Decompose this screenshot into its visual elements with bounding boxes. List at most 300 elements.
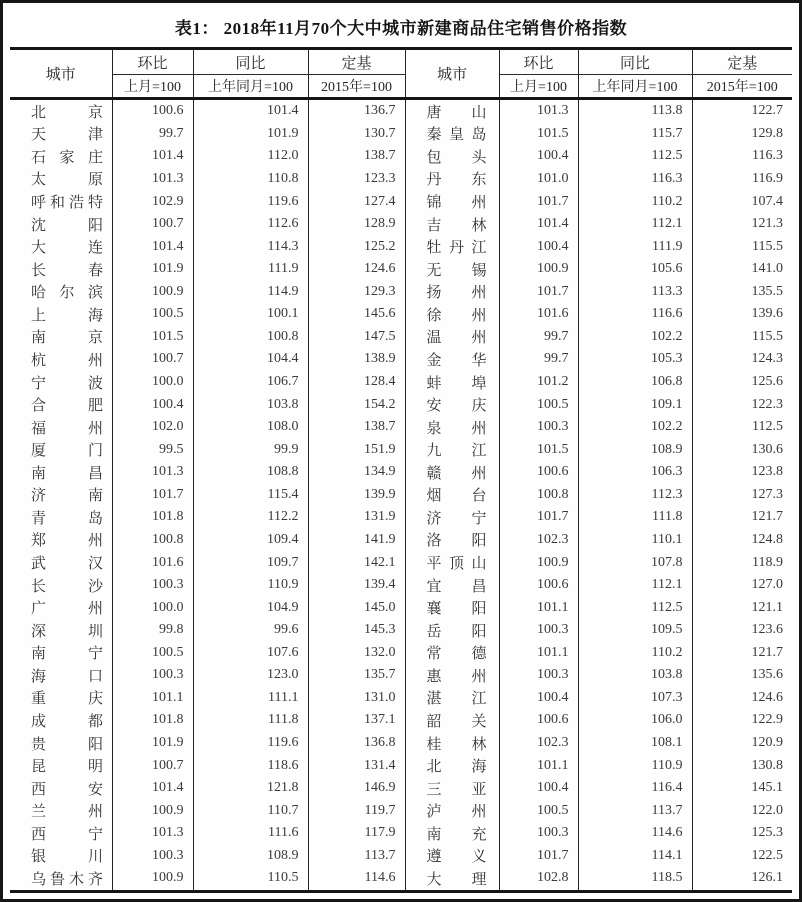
city-cell-left [10,619,112,642]
mom-cell-left: 101.1 [112,687,193,710]
city-cell-right [405,416,499,439]
city-name: 兰州 [31,804,103,821]
header-fixed-left: 定基 [308,49,405,75]
city-name: 太原 [31,172,103,189]
city-cell-right [405,235,499,258]
mom-cell-right: 100.4 [499,235,578,258]
yoy-cell-right: 113.8 [578,99,692,123]
table-row [10,822,792,845]
table-row [10,303,792,326]
yoy-cell-left: 111.1 [193,687,308,710]
table-row [10,393,792,416]
city-cell-left [10,709,112,732]
mom-cell-right: 100.6 [499,461,578,484]
table-row [10,619,792,642]
table-row [10,777,792,800]
yoy-cell-left: 112.6 [193,213,308,236]
city-cell-right [405,596,499,619]
fixed-cell-right: 130.6 [692,438,792,461]
city-name: 锦州 [426,195,487,212]
table-row [10,145,792,168]
mom-cell-right: 100.4 [499,687,578,710]
city-cell-right [405,213,499,236]
yoy-cell-right: 110.2 [578,190,692,213]
city-name: 石家庄 [31,149,103,166]
fixed-cell-right: 115.5 [692,326,792,349]
mom-cell-right: 100.3 [499,416,578,439]
city-name: 洛阳 [426,533,487,550]
fixed-cell-left: 136.7 [308,99,405,123]
city-cell-left [10,664,112,687]
city-cell-right [405,438,499,461]
yoy-cell-left: 108.9 [193,845,308,868]
mom-cell-left: 100.4 [112,393,193,416]
city-cell-left [10,687,112,710]
fixed-cell-left: 131.4 [308,754,405,777]
city-cell-right [405,145,499,168]
fixed-cell-left: 128.9 [308,213,405,236]
yoy-cell-right: 111.8 [578,506,692,529]
header-mom-right: 环比 [499,49,578,75]
city-name: 济南 [31,488,103,505]
yoy-cell-right: 113.3 [578,281,692,304]
city-cell-left [10,461,112,484]
yoy-cell-left: 104.9 [193,596,308,619]
mom-cell-left: 100.0 [112,596,193,619]
city-name: 扬州 [426,285,487,302]
city-cell-right [405,461,499,484]
yoy-cell-left: 119.6 [193,190,308,213]
city-cell-right [405,348,499,371]
fixed-cell-left: 129.3 [308,281,405,304]
table-row [10,551,792,574]
city-name: 大连 [31,240,103,257]
fixed-cell-left: 136.8 [308,732,405,755]
city-cell-left [10,326,112,349]
fixed-cell-left: 132.0 [308,642,405,665]
city-name: 青岛 [31,510,103,527]
city-name: 宜昌 [426,578,487,595]
city-name: 襄阳 [426,601,487,618]
yoy-cell-right: 105.3 [578,348,692,371]
fixed-cell-right: 141.0 [692,258,792,281]
fixed-cell-left: 114.6 [308,867,405,891]
fixed-cell-left: 128.4 [308,371,405,394]
fixed-cell-left: 146.9 [308,777,405,800]
city-cell-right [405,303,499,326]
mom-cell-right: 100.5 [499,799,578,822]
header-mom-base-right: 上月=100 [499,75,578,99]
mom-cell-right: 100.3 [499,822,578,845]
yoy-cell-left: 100.1 [193,303,308,326]
yoy-cell-right: 109.1 [578,393,692,416]
fixed-cell-right: 124.8 [692,529,792,552]
yoy-cell-right: 116.4 [578,777,692,800]
fixed-cell-left: 138.7 [308,145,405,168]
city-name: 金华 [426,352,487,369]
city-name: 唐山 [426,104,487,121]
fixed-cell-right: 126.1 [692,867,792,891]
yoy-cell-right: 111.9 [578,235,692,258]
fixed-cell-right: 122.3 [692,393,792,416]
mom-cell-right: 101.1 [499,642,578,665]
mom-cell-right: 101.0 [499,168,578,191]
city-cell-right [405,190,499,213]
city-name: 贵阳 [31,736,103,753]
mom-cell-right: 100.3 [499,619,578,642]
table-row [10,235,792,258]
yoy-cell-right: 110.9 [578,754,692,777]
city-name: 海口 [31,668,103,685]
fixed-cell-right: 125.6 [692,371,792,394]
city-cell-right [405,281,499,304]
mom-cell-right: 100.6 [499,574,578,597]
city-name: 南昌 [31,465,103,482]
city-cell-left [10,145,112,168]
header-city-left: 城市 [10,49,112,99]
city-name: 乌鲁木齐 [31,871,103,888]
fixed-cell-left: 138.9 [308,348,405,371]
yoy-cell-left: 110.9 [193,574,308,597]
fixed-cell-left: 145.6 [308,303,405,326]
yoy-cell-right: 112.1 [578,213,692,236]
mom-cell-right: 101.1 [499,596,578,619]
yoy-cell-right: 112.1 [578,574,692,597]
city-cell-left [10,438,112,461]
city-cell-left [10,867,112,891]
city-name: 杭州 [31,352,103,369]
table-row [10,99,792,123]
table-row [10,845,792,868]
yoy-cell-right: 102.2 [578,416,692,439]
fixed-cell-left: 134.9 [308,461,405,484]
yoy-cell-left: 111.9 [193,258,308,281]
city-cell-left [10,281,112,304]
mom-cell-left: 102.0 [112,416,193,439]
city-name: 宁波 [31,375,103,392]
yoy-cell-left: 109.4 [193,529,308,552]
city-name: 常德 [426,646,487,663]
city-name: 安庆 [426,398,487,415]
table-row [10,709,792,732]
city-cell-left [10,732,112,755]
mom-cell-left: 101.4 [112,145,193,168]
city-name: 烟台 [426,488,487,505]
city-cell-left [10,213,112,236]
table-row [10,461,792,484]
fixed-cell-left: 135.7 [308,664,405,687]
fixed-cell-right: 139.6 [692,303,792,326]
city-cell-right [405,484,499,507]
yoy-cell-right: 106.8 [578,371,692,394]
mom-cell-left: 100.9 [112,867,193,891]
fixed-cell-left: 145.0 [308,596,405,619]
fixed-cell-right: 127.0 [692,574,792,597]
city-cell-right [405,529,499,552]
city-cell-right [405,754,499,777]
fixed-cell-right: 107.4 [692,190,792,213]
yoy-cell-left: 115.4 [193,484,308,507]
table-row [10,326,792,349]
city-name: 岳阳 [426,623,487,640]
fixed-cell-right: 120.9 [692,732,792,755]
mom-cell-right: 101.2 [499,371,578,394]
city-cell-left [10,506,112,529]
mom-cell-right: 100.9 [499,551,578,574]
fixed-cell-right: 122.0 [692,799,792,822]
header-yoy-right: 同比 [578,49,692,75]
city-name: 南京 [31,330,103,347]
mom-cell-right: 100.5 [499,393,578,416]
city-cell-right [405,777,499,800]
city-name: 九江 [426,443,487,460]
yoy-cell-left: 114.9 [193,281,308,304]
city-name: 牡丹江 [426,240,487,257]
table-row [10,281,792,304]
table-row [10,168,792,191]
city-cell-left [10,574,112,597]
city-name: 福州 [31,420,103,437]
mom-cell-left: 100.3 [112,574,193,597]
yoy-cell-right: 116.6 [578,303,692,326]
city-name: 郑州 [31,533,103,550]
table-row [10,348,792,371]
yoy-cell-left: 99.6 [193,619,308,642]
mom-cell-right: 101.7 [499,506,578,529]
yoy-cell-right: 105.6 [578,258,692,281]
city-name: 昆明 [31,759,103,776]
city-name: 沈阳 [31,217,103,234]
mom-cell-left: 100.9 [112,799,193,822]
city-name: 温州 [426,330,487,347]
city-cell-right [405,326,499,349]
yoy-cell-left: 100.8 [193,326,308,349]
city-cell-right [405,123,499,146]
yoy-cell-left: 99.9 [193,438,308,461]
city-name: 无锡 [426,262,487,279]
city-name: 三亚 [426,781,487,798]
header-mom-base-left: 上月=100 [112,75,193,99]
city-name: 武汉 [31,556,103,573]
city-name: 惠州 [426,668,487,685]
city-name: 广州 [31,601,103,618]
fixed-cell-left: 119.7 [308,799,405,822]
yoy-cell-right: 116.3 [578,168,692,191]
yoy-cell-left: 123.0 [193,664,308,687]
table-row [10,867,792,891]
city-name: 合肥 [31,398,103,415]
fixed-cell-left: 151.9 [308,438,405,461]
header-yoy-left: 同比 [193,49,308,75]
city-cell-left [10,393,112,416]
fixed-cell-right: 145.1 [692,777,792,800]
fixed-cell-right: 121.3 [692,213,792,236]
fixed-cell-left: 145.3 [308,619,405,642]
city-cell-left [10,168,112,191]
yoy-cell-right: 110.1 [578,529,692,552]
yoy-cell-right: 118.5 [578,867,692,891]
mom-cell-right: 101.1 [499,754,578,777]
mom-cell-right: 100.6 [499,709,578,732]
mom-cell-left: 100.9 [112,281,193,304]
city-name: 呼和浩特 [31,195,103,212]
fixed-cell-left: 117.9 [308,822,405,845]
table-body [10,99,792,892]
city-cell-right [405,551,499,574]
yoy-cell-right: 110.2 [578,642,692,665]
fixed-cell-right: 123.8 [692,461,792,484]
mom-cell-left: 100.6 [112,99,193,123]
city-name: 泉州 [426,420,487,437]
mom-cell-right: 100.4 [499,145,578,168]
city-name: 哈尔滨 [31,285,103,302]
fixed-cell-right: 121.1 [692,596,792,619]
fixed-cell-left: 131.9 [308,506,405,529]
fixed-cell-right: 127.3 [692,484,792,507]
yoy-cell-right: 107.3 [578,687,692,710]
city-cell-right [405,619,499,642]
city-cell-right [405,393,499,416]
city-name: 秦皇岛 [426,127,487,144]
city-name: 南充 [426,826,487,843]
fixed-cell-right: 122.7 [692,99,792,123]
city-name: 吉林 [426,217,487,234]
header-yoy-base-left: 上年同月=100 [193,75,308,99]
mom-cell-left: 100.5 [112,303,193,326]
table-row [10,574,792,597]
city-cell-right [405,687,499,710]
mom-cell-right: 102.8 [499,867,578,891]
fixed-cell-left: 141.9 [308,529,405,552]
mom-cell-left: 100.0 [112,371,193,394]
mom-cell-right: 101.3 [499,99,578,123]
city-name: 韶关 [426,713,487,730]
mom-cell-left: 101.5 [112,326,193,349]
yoy-cell-right: 114.6 [578,822,692,845]
city-name: 西安 [31,781,103,798]
city-cell-left [10,123,112,146]
yoy-cell-right: 102.2 [578,326,692,349]
mom-cell-left: 99.8 [112,619,193,642]
mom-cell-left: 100.7 [112,348,193,371]
mom-cell-left: 101.3 [112,168,193,191]
yoy-cell-left: 110.7 [193,799,308,822]
yoy-cell-right: 108.1 [578,732,692,755]
fixed-cell-left: 113.7 [308,845,405,868]
yoy-cell-left: 112.0 [193,145,308,168]
yoy-cell-left: 112.2 [193,506,308,529]
yoy-cell-left: 103.8 [193,393,308,416]
yoy-cell-left: 109.7 [193,551,308,574]
table-row [10,529,792,552]
city-name: 桂林 [426,736,487,753]
city-cell-left [10,348,112,371]
yoy-cell-left: 121.8 [193,777,308,800]
fixed-cell-right: 116.3 [692,145,792,168]
city-cell-right [405,867,499,891]
city-name: 成都 [31,713,103,730]
yoy-cell-right: 103.8 [578,664,692,687]
fixed-cell-left: 147.5 [308,326,405,349]
header-fixed-base-right: 2015年=100 [692,75,792,99]
mom-cell-left: 101.3 [112,822,193,845]
city-cell-left [10,529,112,552]
mom-cell-left: 100.3 [112,845,193,868]
city-cell-left [10,845,112,868]
yoy-cell-right: 106.3 [578,461,692,484]
fixed-cell-right: 112.5 [692,416,792,439]
fixed-cell-left: 123.3 [308,168,405,191]
city-cell-right [405,258,499,281]
header-row-main [10,49,792,75]
yoy-cell-left: 118.6 [193,754,308,777]
city-cell-right [405,709,499,732]
header-mom-left: 环比 [112,49,193,75]
yoy-cell-right: 112.3 [578,484,692,507]
mom-cell-right: 100.4 [499,777,578,800]
mom-cell-left: 102.9 [112,190,193,213]
yoy-cell-left: 108.8 [193,461,308,484]
table-row [10,732,792,755]
mom-cell-left: 101.8 [112,506,193,529]
fixed-cell-left: 125.2 [308,235,405,258]
table-row [10,371,792,394]
mom-cell-left: 100.8 [112,529,193,552]
mom-cell-right: 99.7 [499,326,578,349]
fixed-cell-right: 115.5 [692,235,792,258]
city-name: 深圳 [31,623,103,640]
table-row [10,484,792,507]
city-cell-right [405,799,499,822]
city-name: 银川 [31,849,103,866]
table-row [10,258,792,281]
yoy-cell-left: 101.9 [193,123,308,146]
mom-cell-right: 102.3 [499,529,578,552]
fixed-cell-left: 131.0 [308,687,405,710]
city-cell-left [10,190,112,213]
header-yoy-base-right: 上年同月=100 [578,75,692,99]
yoy-cell-left: 111.8 [193,709,308,732]
price-index-table [10,47,792,893]
fixed-cell-left: 154.2 [308,393,405,416]
city-name: 遵义 [426,849,487,866]
city-name: 徐州 [426,307,487,324]
yoy-cell-left: 110.8 [193,168,308,191]
city-cell-right [405,845,499,868]
yoy-cell-left: 108.0 [193,416,308,439]
table-row [10,596,792,619]
yoy-cell-right: 114.1 [578,845,692,868]
table-header [10,49,792,99]
fixed-cell-right: 116.9 [692,168,792,191]
mom-cell-left: 101.4 [112,777,193,800]
mom-cell-left: 100.5 [112,642,193,665]
mom-cell-left: 100.7 [112,213,193,236]
city-name: 厦门 [31,443,103,460]
header-fixed-right: 定基 [692,49,792,75]
city-cell-right [405,371,499,394]
city-name: 平顶山 [426,556,487,573]
yoy-cell-right: 112.5 [578,145,692,168]
mom-cell-right: 99.7 [499,348,578,371]
mom-cell-left: 101.8 [112,709,193,732]
mom-cell-right: 102.3 [499,732,578,755]
table-row [10,416,792,439]
fixed-cell-left: 124.6 [308,258,405,281]
city-cell-right [405,574,499,597]
city-name: 北海 [426,759,487,776]
city-cell-left [10,303,112,326]
